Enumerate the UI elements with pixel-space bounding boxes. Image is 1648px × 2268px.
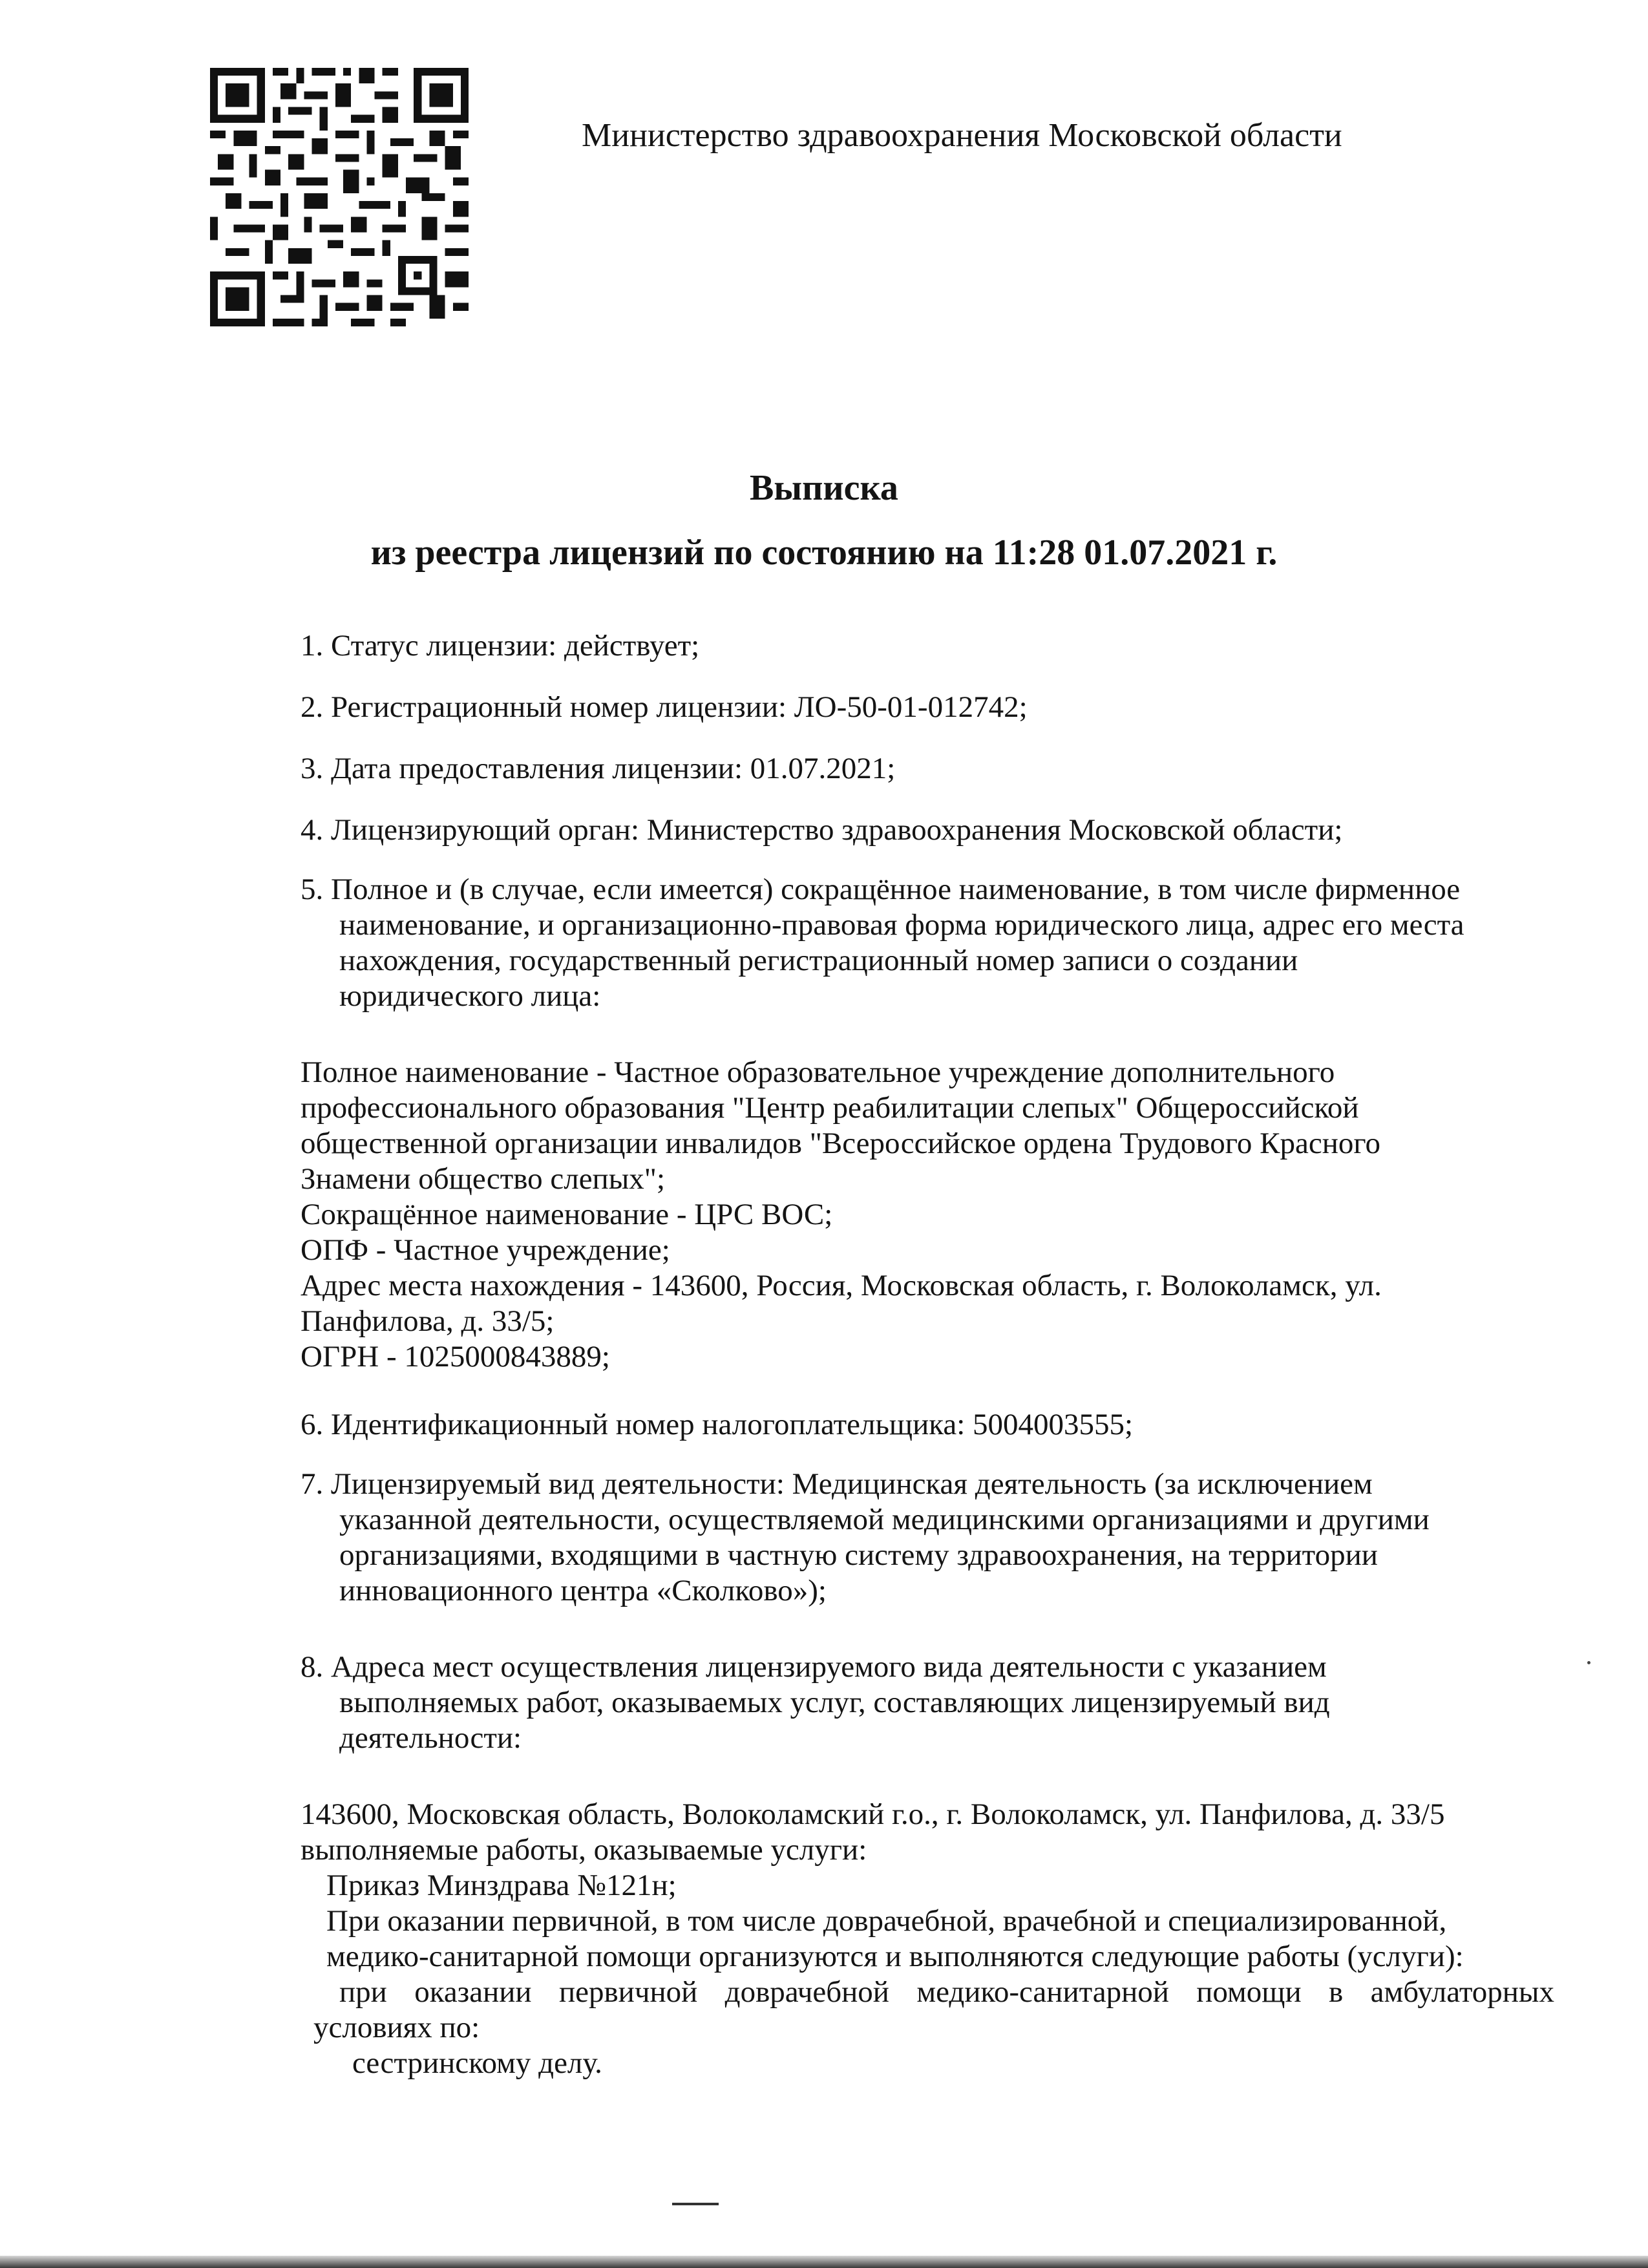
org-address-line: Панфилова, д. 33/5;: [301, 1304, 555, 1338]
services-line: условиях по:: [313, 2011, 480, 2044]
item-8-line: деятельности:: [339, 1721, 522, 1755]
organization-details: [301, 1055, 1554, 1375]
item-1-license-status: [301, 628, 1554, 664]
scan-bottom-edge: [0, 2256, 1648, 2268]
org-full-name-line: общественной организации инвалидов "Всероссийское ордена Трудового Красного: [301, 1127, 1380, 1160]
service-item: сестринскому делу.: [352, 2046, 602, 2080]
item-6-text: 6. Идентификационный номер налогоплательщика: 5004003555;: [301, 1408, 1134, 1441]
item-3-text: 3. Дата предоставления лицензии: 01.07.2021;: [301, 752, 896, 785]
services-line: медико-санитарной помощи организуются и выполняются следующие работы (услуги):: [326, 1940, 1464, 1973]
scan-speck: [1587, 1661, 1590, 1664]
item-5-legal-entity-heading: [301, 872, 1554, 1014]
item-4-text: 4. Лицензирующий орган: Министерство здравоохранения Московской области;: [301, 813, 1343, 847]
item-5-line: юридического лица:: [339, 979, 601, 1013]
activity-address-block: [301, 1797, 1554, 2081]
org-address-line: Адрес места нахождения - 143600, Россия, Московская область, г. Волоколамск, ул.: [301, 1269, 1382, 1302]
item-7-line: организациями, входящими в частную систему здравоохранения, на территории: [339, 1538, 1378, 1572]
item-2-text: 2. Регистрационный номер лицензии: ЛО-50-01-012742;: [301, 690, 1028, 724]
qr-code-graphic: [210, 68, 469, 326]
org-full-name-line: профессионального образования "Центр реабилитации слепых" Общероссийской: [301, 1091, 1359, 1125]
item-2-registration-number: [301, 690, 1554, 725]
org-short-name: Сокращённое наименование - ЦРС ВОС;: [301, 1198, 833, 1231]
scan-mark: [672, 2203, 719, 2205]
order-reference: Приказ Минздрава №121н;: [326, 1869, 677, 1902]
item-4-licensing-authority: [301, 812, 1554, 848]
item-8-activity-addresses: [301, 1649, 1554, 1756]
item-8-line: выполняемых работ, оказываемых услуг, составляющих лицензируемый вид: [339, 1686, 1330, 1719]
item-5-line: нахождения, государственный регистрационный номер записи о создании: [339, 944, 1298, 977]
item-1-text: 1. Статус лицензии: действует;: [301, 629, 700, 662]
item-5-line: 5. Полное и (в случае, если имеется) сокращённое наименование, в том числе фирменное: [301, 873, 1461, 906]
document-subtitle: из реестра лицензий по состоянию на 11:28 01.07.2021 г.: [370, 533, 1278, 573]
item-5-line: наименование, и организационно-правовая форма юридического лица, адрес его места: [339, 908, 1464, 942]
qr-code: [210, 68, 469, 326]
services-line: при оказании первичной доврачебной медико-санитарной помощи в амбулаторных: [339, 1975, 1554, 2009]
org-full-name-line: Знамени общество слепых";: [301, 1162, 666, 1196]
org-ogrn: ОГРН - 1025000843889;: [301, 1340, 610, 1373]
services-line: При оказании первичной, в том числе доврачебной, врачебной и специализированной,: [326, 1904, 1447, 1938]
item-6-inn: [301, 1407, 1554, 1443]
org-legal-form: ОПФ - Частное учреждение;: [301, 1233, 670, 1267]
item-7-activity-type: [301, 1467, 1554, 1609]
org-full-name-line: Полное наименование - Частное образовательное учреждение дополнительного: [301, 1055, 1335, 1089]
document-title: Выписка: [750, 468, 898, 508]
ministry-header: Министерство здравоохранения Московской области: [582, 117, 1342, 154]
item-7-line: указанной деятельности, осуществляемой медицинскими организациями и другими: [339, 1503, 1430, 1536]
item-7-line: инновационного центра «Сколково»);: [339, 1574, 827, 1607]
works-services-label: выполняемые работы, оказываемые услуги:: [301, 1833, 867, 1867]
item-3-issue-date: [301, 751, 1554, 787]
item-7-line: 7. Лицензируемый вид деятельности: Медицинская деятельность (за исключением: [301, 1467, 1373, 1501]
activity-address: 143600, Московская область, Волоколамский г.о., г. Волоколамск, ул. Панфилова, д. 33/5: [301, 1797, 1445, 1831]
item-8-line: 8. Адреса мест осуществления лицензируемого вида деятельности с указанием: [301, 1650, 1327, 1684]
